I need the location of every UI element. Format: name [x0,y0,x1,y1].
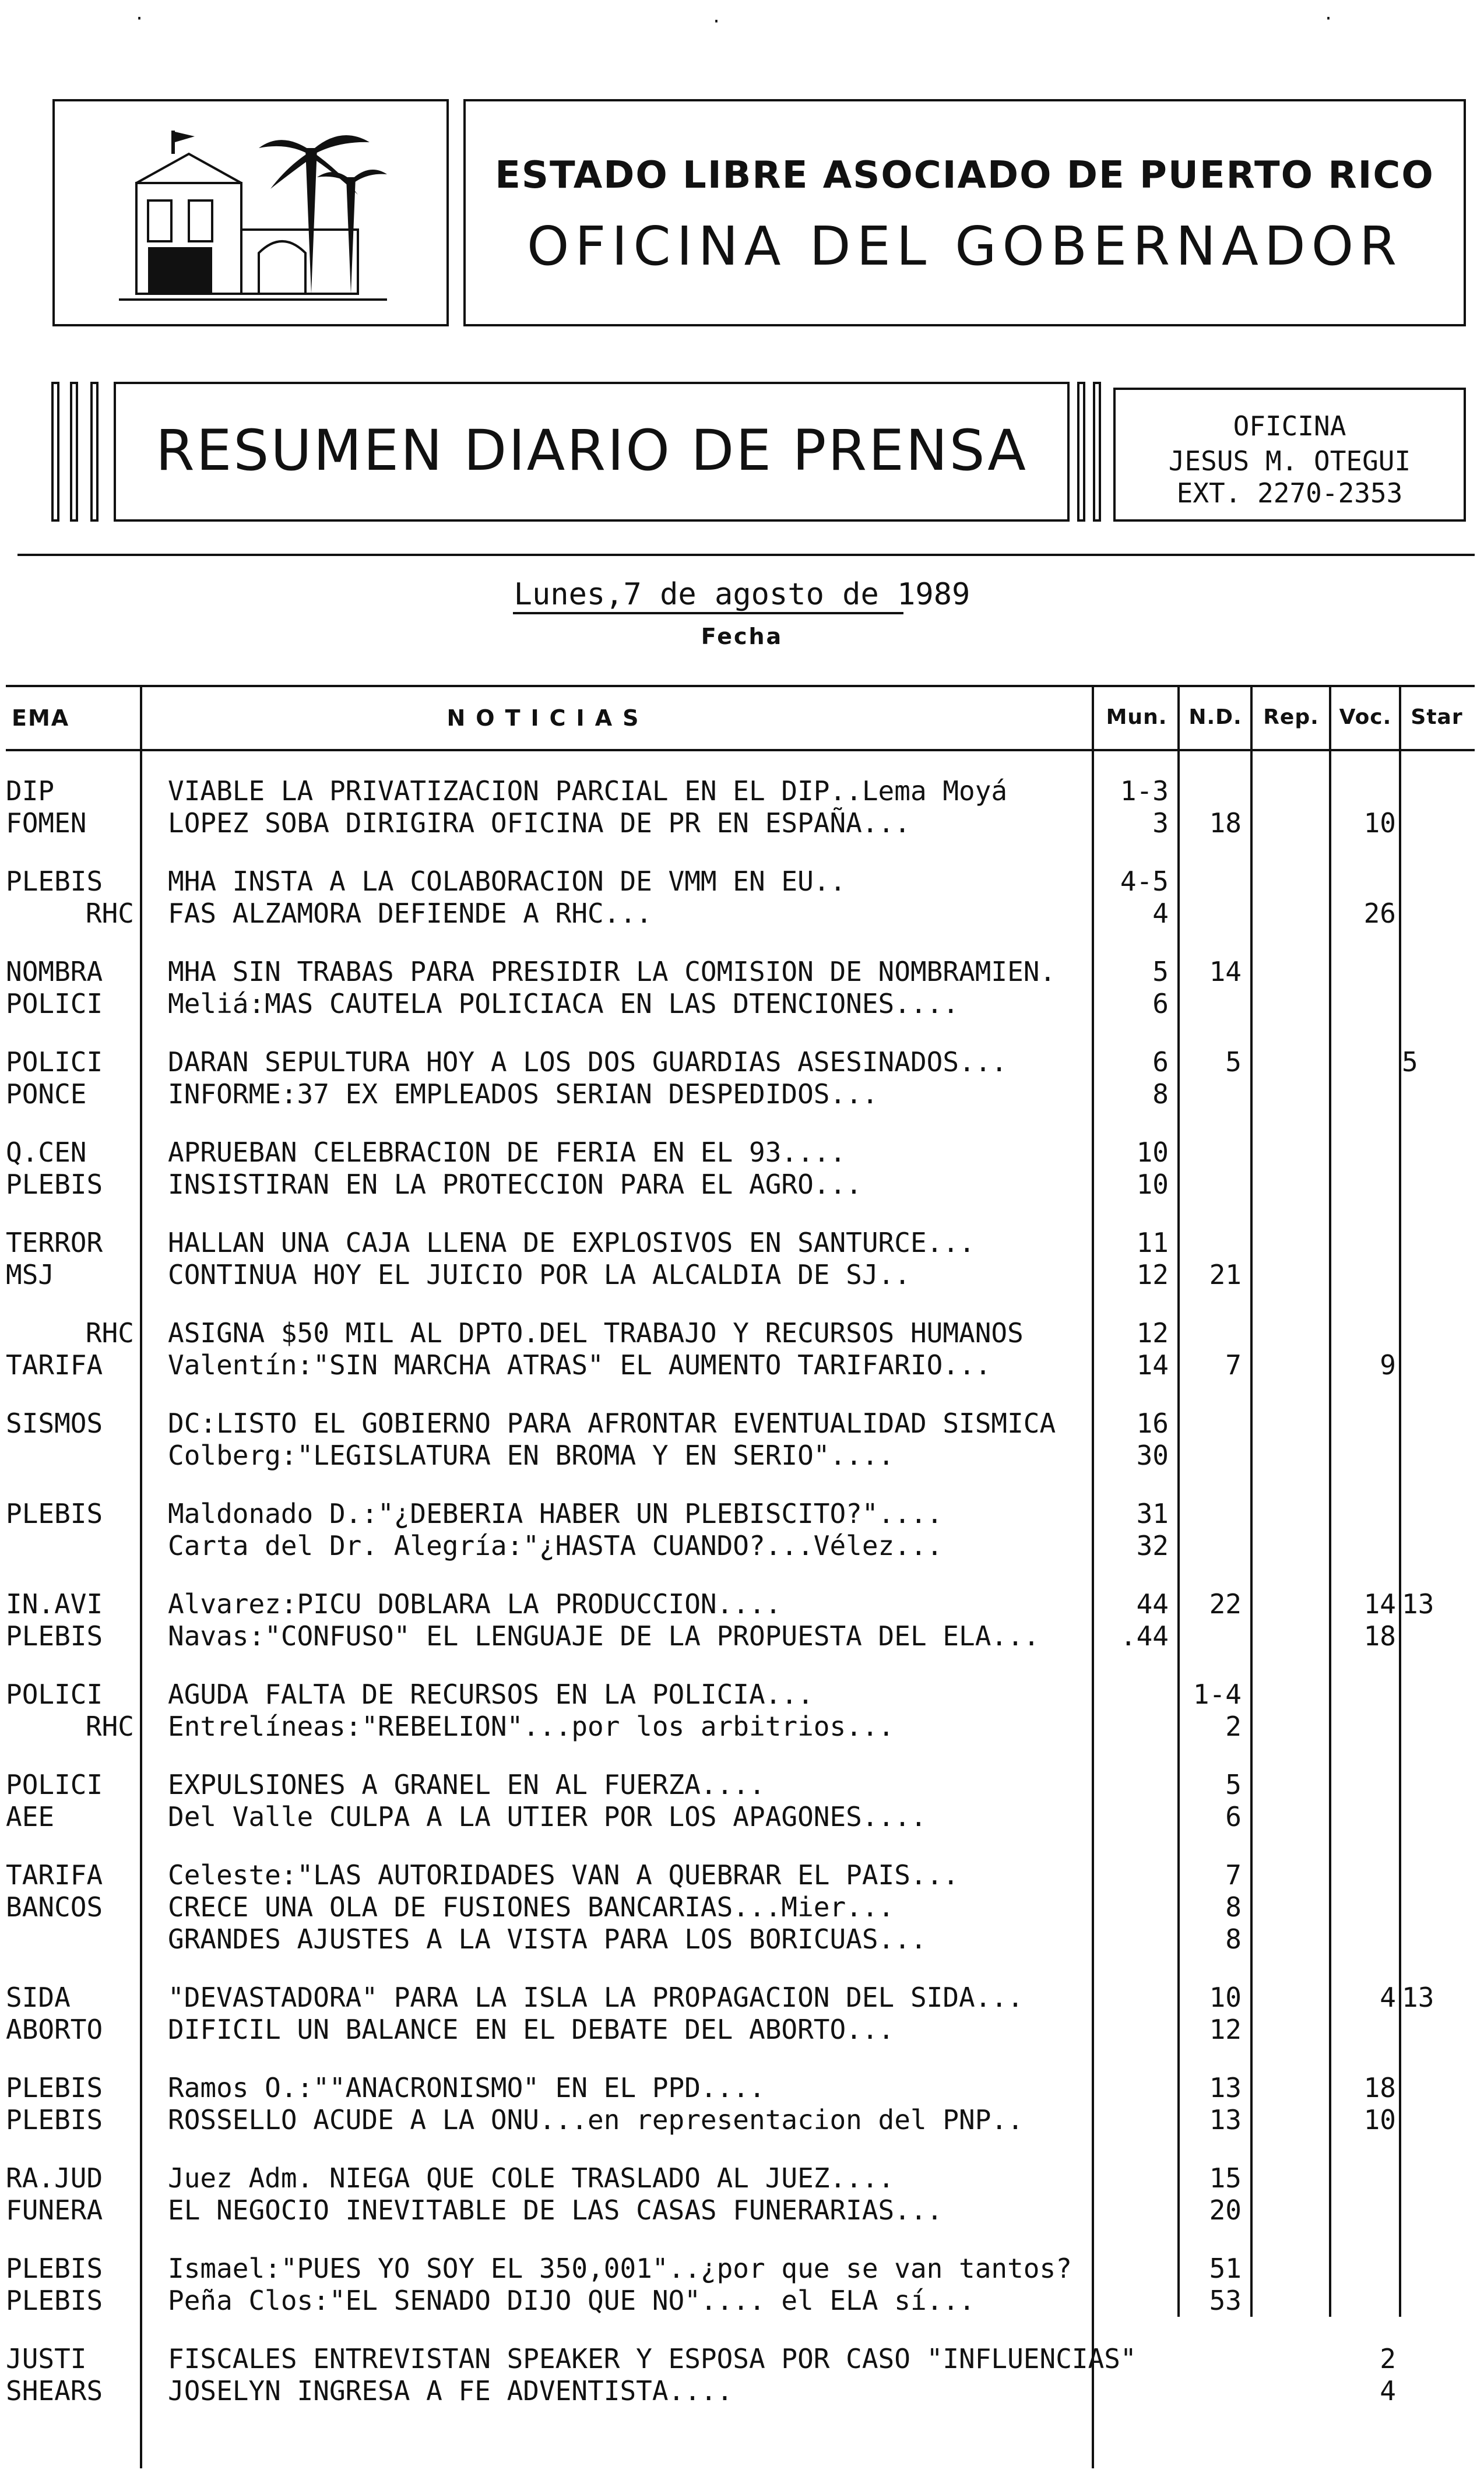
row-mun-page: 14 [1136,1349,1169,1381]
row-nd-page: 13 [1209,2104,1242,2136]
row-mun-page: 5 [1152,956,1169,987]
office-name: JESUS M. OTEGUI [1168,445,1411,477]
document-title: RESUMEN DIARIO DE PRENSA [156,418,1028,483]
mun-column-divider [1092,685,1094,2468]
col-header-voc: Voc. [1339,705,1392,729]
row-tema: PLEBIS [6,1169,103,1200]
col-header-star: Star [1411,705,1463,729]
col-header-noticias: NOTICIAS [446,705,649,731]
row-star-page [1402,896,1466,931]
row-tema: PLEBIS [6,2104,103,2136]
row-tema: PLEBIS [6,866,103,897]
row-mun-page: 12 [1136,1317,1169,1349]
row-nd-page [1183,1135,1242,1170]
row-voc-page [1323,1496,1396,1531]
col-header-nd: N.D. [1188,705,1242,729]
row-nd-page: 12 [1209,2014,1242,2045]
row-headline: APRUEBAN CELEBRACION DE FERIA EN EL 93.... [168,1137,846,1168]
row-headline: MHA INSTA A LA COLABORACION DE VMM EN EU.. [168,866,846,897]
row-headline: JOSELYN INGRESA A FE ADVENTISTA.... [168,2375,733,2407]
row-star-page [1402,2373,1466,2408]
row-tema: AEE [6,1801,55,1832]
row-tema: IN.AVI [6,1588,103,1620]
row-voc-page [1323,986,1396,1021]
row-tema [6,1528,137,1563]
row-voc-page [1323,1315,1396,1350]
row-voc-page [1323,1135,1396,1170]
row-headline: DC:LISTO EL GOBIERNO PARA AFRONTAR EVENTUALIDAD SISMICA [168,1408,1056,1439]
row-star-page [1402,1135,1466,1170]
row-headline: Alvarez:PICU DOBLARA LA PRODUCCION.... [168,1588,782,1620]
row-headline: EL NEGOCIO INEVITABLE DE LAS CASAS FUNERARIAS... [168,2194,943,2226]
row-mun-page: 32 [1136,1530,1169,1561]
row-nd-page [1183,773,1242,808]
row-tema: TERROR [6,1227,103,1258]
row-tema: TARIFA [6,1859,103,1891]
row-tema: JUSTI [6,2343,87,2374]
row-star-page [1402,2341,1466,2376]
table-header-rule [6,749,1475,751]
row-tema: PLEBIS [6,2072,103,2103]
row-mun-page [1096,2102,1169,2137]
row-mun-page [1096,1922,1169,1957]
row-nd-page [1183,1528,1242,1563]
row-tema: NOMBRA [6,956,103,987]
row-nd-page [1183,1225,1242,1260]
row-voc-page [1323,1677,1396,1712]
row-nd-page: 2 [1225,1711,1242,1742]
row-headline: Colberg:"LEGISLATURA EN BROMA Y EN SERIO".... [168,1440,895,1471]
row-star-page [1402,1496,1466,1531]
row-nd-page: 21 [1209,1259,1242,1290]
row-mun-page [1096,2070,1169,2105]
row-star-page [1402,1225,1466,1260]
row-tema: POLICI [6,1046,103,1078]
row-star-page [1402,805,1466,840]
row-headline: DIFICIL UN BALANCE EN EL DEBATE DEL ABORTO... [168,2014,895,2045]
row-star-page [1402,2193,1466,2228]
row-star-page [1402,864,1466,899]
row-star-page [1402,1922,1466,1957]
row-mun-page: 1-3 [1120,775,1169,807]
row-headline: Ramos O.:""ANACRONISMO" EN EL PPD.... [168,2072,765,2103]
row-nd-page: 14 [1209,956,1242,987]
row-tema: RHC [85,1711,134,1742]
col-header-mun: Mun. [1106,705,1167,729]
row-mun-page [1096,2251,1169,2286]
row-voc-page [1323,2251,1396,2286]
row-voc-page: 10 [1363,2104,1396,2136]
row-voc-page [1323,1890,1396,1925]
row-nd-page: 22 [1209,1588,1242,1620]
row-tema: RHC [85,1317,134,1349]
header-line-1: ESTADO LIBRE ASOCIADO DE PUERTO RICO [495,154,1434,197]
row-voc-page [1323,954,1396,989]
row-nd-page: 53 [1209,2285,1242,2316]
row-nd-page [1183,2373,1242,2408]
row-voc-page [1323,2161,1396,2196]
row-nd-page [1183,1077,1242,1111]
row-mun-page: 6 [1152,1046,1169,1078]
row-mun-page [1096,1677,1169,1712]
row-headline: EXPULSIONES A GRANEL EN AL FUERZA.... [168,1769,765,1800]
star-column-divider [1399,685,1401,2317]
row-mun-page: 31 [1136,1498,1169,1529]
row-nd-page: 51 [1209,2253,1242,2284]
scan-speck: · [1323,9,1334,29]
row-tema [6,1438,137,1473]
row-star-page [1402,2283,1466,2318]
fortaleza-building-illustration [113,107,393,323]
row-mun-page: 4 [1152,898,1169,929]
col-header-rep: Rep. [1263,705,1319,729]
row-headline: AGUDA FALTA DE RECURSOS EN LA POLICIA... [168,1679,814,1710]
row-nd-page [1183,1438,1242,1473]
row-star-page [1402,2161,1466,2196]
row-voc-page: 9 [1380,1349,1396,1381]
row-tema: ABORTO [6,2014,103,2045]
row-star-page [1402,1406,1466,1441]
row-nd-page [1183,1167,1242,1202]
row-nd-page [1183,986,1242,1021]
tema-column-divider [140,685,142,2468]
row-headline: DARAN SEPULTURA HOY A LOS DOS GUARDIAS ASESINADOS... [168,1046,1008,1078]
row-star-page [1402,1315,1466,1350]
row-tema: MSJ [6,1259,55,1290]
row-nd-page: 18 [1209,807,1242,839]
table-top-rule [6,685,1475,687]
row-star-page [1402,1767,1466,1802]
row-nd-page [1183,896,1242,931]
row-star-page [1402,954,1466,989]
row-tema: Q.CEN [6,1137,87,1168]
nd-column-divider [1177,685,1180,2317]
row-headline: Navas:"CONFUSO" EL LENGUAJE DE LA PROPUESTA DEL ELA... [168,1620,1040,1652]
row-voc-page: 18 [1363,2072,1396,2103]
row-tema: POLICI [6,1769,103,1800]
row-star-page [1402,2251,1466,2286]
row-headline: FISCALES ENTREVISTAN SPEAKER Y ESPOSA POR CASO "INFLUENCIAS" [168,2343,1137,2374]
row-headline: GRANDES AJUSTES A LA VISTA PARA LOS BORICUAS... [168,1923,927,1955]
row-nd-page: 20 [1209,2194,1242,2226]
row-star-page: 13 [1402,1588,1434,1620]
row-voc-page: 4 [1380,2375,1396,2407]
row-mun-page: 10 [1136,1137,1169,1168]
row-star-page [1402,1890,1466,1925]
row-headline: INFORME:37 EX EMPLEADOS SERIAN DESPEDIDOS... [168,1078,878,1110]
row-headline: Celeste:"LAS AUTORIDADES VAN A QUEBRAR EL PAIS... [168,1859,959,1891]
row-nd-page [1183,2341,1242,2376]
row-mun-page [1096,1858,1169,1892]
row-mun-page: 8 [1152,1078,1169,1110]
row-nd-page: 7 [1225,1349,1242,1381]
row-star-page: 5 [1402,1046,1418,1078]
row-voc-page [1323,1858,1396,1892]
row-mun-page: 12 [1136,1259,1169,1290]
row-tema: PONCE [6,1078,87,1110]
row-headline: Carta del Dr. Alegría:"¿HASTA CUANDO?...Vélez... [168,1530,943,1561]
row-nd-page: 13 [1209,2072,1242,2103]
row-tema: PLEBIS [6,2253,103,2284]
row-headline: Entrelíneas:"REBELION"...por los arbitrios... [168,1711,895,1742]
row-mun-page: 4-5 [1120,866,1169,897]
row-mun-page [1096,1709,1169,1744]
row-tema: RA.JUD [6,2162,103,2194]
row-headline: MHA SIN TRABAS PARA PRESIDIR LA COMISION DE NOMBRAMIEN. [168,956,1056,987]
row-nd-page: 10 [1209,1982,1242,2013]
rep-column-divider [1250,685,1253,2317]
row-star-page [1402,1799,1466,1834]
row-tema: RHC [85,898,134,929]
office-box [1113,388,1466,522]
row-star-page [1402,1438,1466,1473]
date-label: Fecha [701,624,783,649]
row-nd-page: 5 [1225,1769,1242,1800]
title-box [114,382,1070,522]
row-voc-page: 14 [1363,1588,1396,1620]
row-mun-page: 11 [1136,1227,1169,1258]
row-tema: POLICI [6,988,103,1019]
row-star-page [1402,1528,1466,1563]
row-voc-page [1323,1406,1396,1441]
row-tema: SHEARS [6,2375,103,2407]
row-mun-page [1096,1799,1169,1834]
row-headline: Peña Clos:"EL SENADO DIJO QUE NO".... el ELA sí... [168,2285,975,2316]
row-headline: INSISTIRAN EN LA PROTECCION PARA EL AGRO... [168,1169,862,1200]
row-nd-page [1183,1315,1242,1350]
row-mun-page [1096,1890,1169,1925]
row-mun-page [1096,2012,1169,2047]
row-headline: Juez Adm. NIEGA QUE COLE TRASLADO AL JUEZ.... [168,2162,895,2194]
header-line-2: OFICINA DEL GOBERNADOR [526,215,1403,277]
row-mun-page [1096,2283,1169,2318]
row-headline: Maldonado D.:"¿DEBERIA HABER UN PLEBISCITO?".... [168,1498,943,1529]
row-star-page [1402,2012,1466,2047]
row-star-page [1402,1348,1466,1383]
row-star-page [1402,1858,1466,1892]
row-tema: BANCOS [6,1891,103,1923]
row-headline: FAS ALZAMORA DEFIENDE A RHC... [168,898,652,929]
row-mun-page [1096,2373,1169,2408]
row-voc-page [1323,1167,1396,1202]
row-nd-page: 15 [1209,2162,1242,2194]
row-mun-page: 6 [1152,988,1169,1019]
row-nd-page [1183,864,1242,899]
logo-frame [52,99,449,326]
row-tema: PLEBIS [6,1498,103,1529]
row-voc-page [1323,1438,1396,1473]
row-voc-page: 26 [1363,898,1396,929]
row-tema [6,1922,137,1957]
row-headline: ASIGNA $50 MIL AL DPTO.DEL TRABAJO Y RECURSOS HUMANOS [168,1317,1024,1349]
row-headline: VIABLE LA PRIVATIZACION PARCIAL EN EL DIP..Lema Moyá [168,775,1008,807]
row-voc-page [1323,1257,1396,1292]
row-voc-page [1323,1044,1396,1079]
row-headline: Ismael:"PUES YO SOY EL 350,001"..¿por que se van tantos? [168,2253,1072,2284]
office-label: OFICINA [1233,410,1346,442]
row-star-page [1402,1077,1466,1111]
row-voc-page [1323,1225,1396,1260]
row-mun-page [1096,1980,1169,2015]
row-nd-page [1183,1619,1242,1654]
row-voc-page [1323,1799,1396,1834]
row-tema: DIP [6,775,55,807]
row-voc-page [1323,2283,1396,2318]
row-mun-page: 10 [1136,1169,1169,1200]
row-tema: FOMEN [6,807,87,839]
row-mun-page: 16 [1136,1408,1169,1439]
row-headline: "DEVASTADORA" PARA LA ISLA LA PROPAGACION DEL SIDA... [168,1982,1024,2013]
row-tema: POLICI [6,1679,103,1710]
row-tema: TARIFA [6,1349,103,1381]
row-voc-page: 18 [1363,1620,1396,1652]
row-headline: LOPEZ SOBA DIRIGIRA OFICINA DE PR EN ESPAÑA... [168,807,910,839]
row-headline: Valentín:"SIN MARCHA ATRAS" EL AUMENTO TARIFARIO... [168,1349,991,1381]
row-mun-page: 3 [1152,807,1169,839]
row-star-page [1402,2070,1466,2105]
row-mun-page [1096,2193,1169,2228]
row-nd-page: 1-4 [1193,1679,1242,1710]
row-voc-page: 4 [1380,1982,1396,2013]
row-star-page: 13 [1402,1982,1434,2013]
row-nd-page [1183,1406,1242,1441]
row-nd-page [1183,1496,1242,1531]
row-voc-page [1323,1077,1396,1111]
row-nd-page: 8 [1225,1891,1242,1923]
scan-speck: · [134,9,145,29]
row-star-page [1402,1167,1466,1202]
row-voc-page [1323,1767,1396,1802]
row-mun-page: 30 [1136,1440,1169,1471]
row-headline: CONTINUA HOY EL JUICIO POR LA ALCALDIA DE SJ.. [168,1259,910,1290]
row-tema: PLEBIS [6,1620,103,1652]
scan-speck: · [711,12,722,32]
row-tema: SISMOS [6,1408,103,1439]
row-mun-page [1096,2161,1169,2196]
row-voc-page [1323,1709,1396,1744]
row-nd-page: 5 [1225,1046,1242,1078]
row-voc-page [1323,2193,1396,2228]
date-value: Lunes,7 de agosto de 1989 [514,577,970,612]
row-star-page [1402,986,1466,1021]
government-header [463,99,1466,326]
office-ext: EXT. 2270-2353 [1176,477,1403,509]
row-voc-page: 10 [1363,807,1396,839]
row-headline: Meliá:MAS CAUTELA POLICIACA EN LAS DTENCIONES.... [168,988,959,1019]
row-voc-page: 2 [1380,2343,1396,2374]
row-tema: PLEBIS [6,2285,103,2316]
row-headline: CRECE UNA OLA DE FUSIONES BANCARIAS...Mier... [168,1891,895,1923]
row-headline: HALLAN UNA CAJA LLENA DE EXPLOSIVOS EN SANTURCE... [168,1227,975,1258]
row-tema: FUNERA [6,2194,103,2226]
row-star-page [1402,2102,1466,2137]
row-nd-page: 6 [1225,1801,1242,1832]
row-mun-page: .44 [1120,1620,1169,1652]
header-separator [17,554,1475,556]
row-headline: ROSSELLO ACUDE A LA ONU...en representacion del PNP.. [168,2104,1024,2136]
row-voc-page [1323,2012,1396,2047]
date-underline [513,612,903,614]
row-star-page [1402,1619,1466,1654]
row-mun-page: 44 [1136,1588,1169,1620]
row-voc-page [1323,1528,1396,1563]
col-header-tema: EMA [12,705,70,731]
row-star-page [1402,1257,1466,1292]
row-nd-page: 7 [1225,1859,1242,1891]
row-star-page [1402,1677,1466,1712]
row-headline: Del Valle CULPA A LA UTIER POR LOS APAGONES.... [168,1801,927,1832]
row-voc-page [1323,1922,1396,1957]
row-mun-page [1096,1767,1169,1802]
row-star-page [1402,1709,1466,1744]
row-nd-page: 8 [1225,1923,1242,1955]
row-voc-page [1323,773,1396,808]
row-voc-page [1323,864,1396,899]
row-mun-page [1096,2341,1169,2376]
row-tema: SIDA [6,1982,71,2013]
row-star-page [1402,773,1466,808]
